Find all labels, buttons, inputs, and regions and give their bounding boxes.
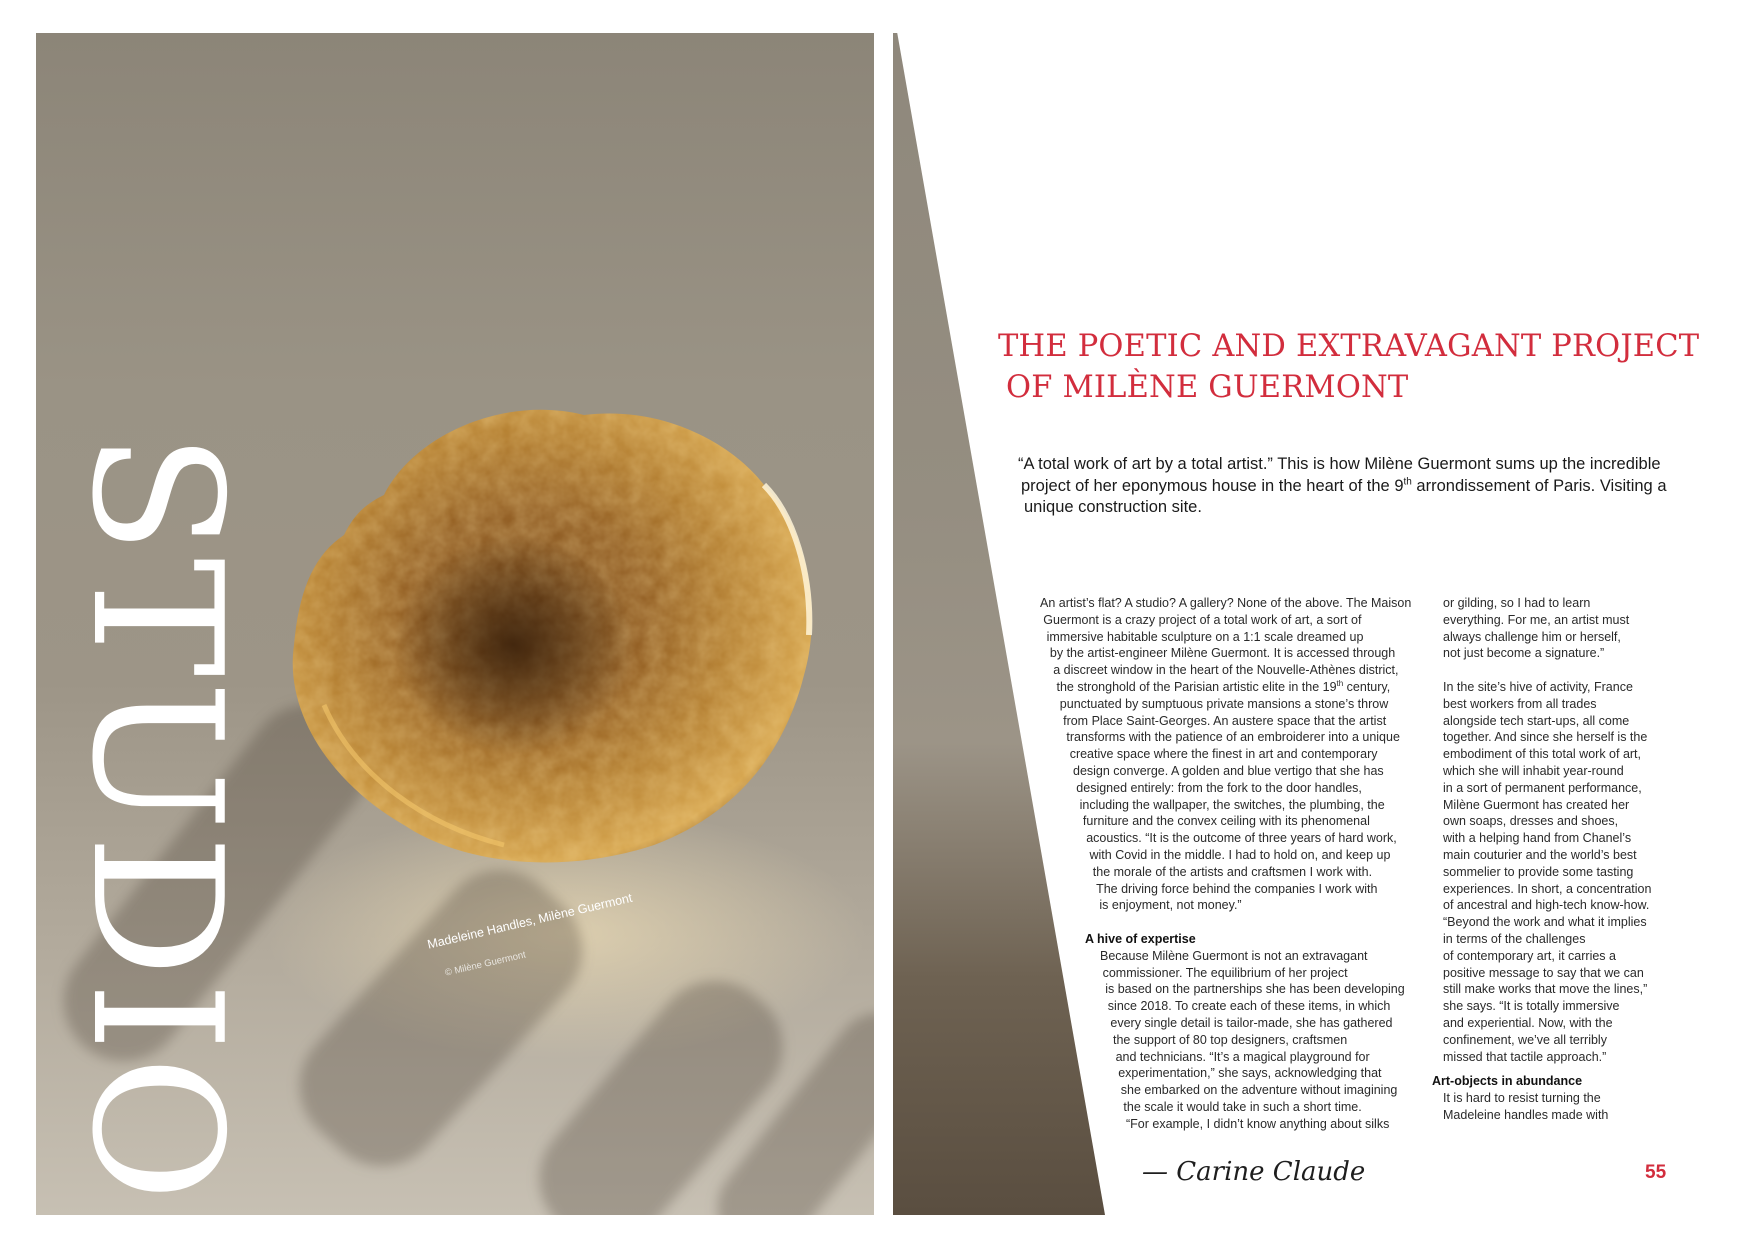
- text-line: of contemporary art, it carries a: [1443, 948, 1616, 963]
- standfirst-line: project of her eponymous house in the heart of the 9th arrondissement of Paris. Visiting a: [1021, 476, 1667, 495]
- text-line: creative space where the finest in art and contemporary: [1069, 747, 1378, 762]
- text-line: alongside tech start-ups, all come: [1443, 713, 1630, 728]
- text-line: best workers from all trades: [1443, 696, 1597, 711]
- text-line: “For example, I didn’t know anything about silks: [1126, 1116, 1390, 1131]
- text-line: punctuated by sumptuous private mansions a stone’s throw: [1059, 696, 1389, 711]
- text-line: with Covid in the middle. I had to hold on, and keep up: [1089, 847, 1391, 862]
- text-line: It is hard to resist turning the: [1443, 1091, 1601, 1106]
- text-line: or gilding, so I had to learn: [1443, 596, 1591, 610]
- text-line: the support of 80 top designers, craftsmen: [1113, 1032, 1348, 1047]
- text-line: in terms of the challenges: [1443, 931, 1586, 946]
- text-line: the morale of the artists and craftsmen I work with.: [1092, 864, 1373, 879]
- text-line: together. And since she herself is the: [1443, 730, 1648, 745]
- headline-line: THE POETIC AND EXTRAVAGANT PROJECT: [998, 329, 1700, 364]
- text-line: confinement, we’ve all terribly: [1443, 1032, 1607, 1047]
- golden-sculpture: [264, 375, 824, 895]
- text-line: and experiential. Now, with the: [1443, 1015, 1613, 1030]
- page-number: 55: [1645, 1162, 1667, 1183]
- photo-credit: © Milène Guermont: [444, 949, 527, 979]
- text-line: of ancestral and high-tech know-how.: [1443, 898, 1650, 913]
- text-line: In the site’s hive of activity, France: [1443, 679, 1633, 694]
- text-line: sommelier to provide some tasting: [1443, 864, 1634, 879]
- side-title: STUDIO: [53, 432, 260, 1206]
- text-line: she embarked on the adventure without imagining: [1120, 1083, 1398, 1098]
- paragraph: [1040, 595, 1420, 914]
- text-line: is based on the partnerships she has been developing: [1105, 982, 1405, 997]
- text-line: from Place Saint-Georges. An austere space that the artist: [1063, 713, 1387, 728]
- text-line: Because Milène Guermont is not an extravagant: [1100, 948, 1368, 963]
- standfirst-line: “A total work of art by a total artist.” This is how Milène Guermont sums up the incredible: [1018, 455, 1661, 473]
- paragraph: [1443, 1090, 1683, 1124]
- text-line: since 2018. To create each of these items, in which: [1107, 999, 1391, 1014]
- text-line: Guermont is a crazy project of a total work of art, a sort of: [1043, 612, 1362, 627]
- subhead: Art-objects in abundance: [1432, 1074, 1583, 1089]
- text-line: a discreet window in the heart of the Nouvelle-Athènes district,: [1053, 663, 1399, 678]
- text-line: every single detail is tailor-made, she has gathered: [1110, 1015, 1393, 1030]
- text-line: immersive habitable sculpture on a 1:1 scale dreamed up: [1046, 629, 1364, 644]
- text-line: experiences. In short, a concentration: [1443, 881, 1652, 896]
- text-line: acoustics. “It is the outcome of three years of hard work,: [1086, 831, 1397, 846]
- text-line: furniture and the convex ceiling with its phenomenal: [1082, 814, 1370, 829]
- body-column-2: [1432, 595, 1683, 1124]
- text-line: with a helping hand from Chanel’s: [1443, 831, 1632, 846]
- text-line: experimentation,” she says, acknowledging that: [1118, 1066, 1382, 1081]
- text-line: everything. For me, an artist must: [1443, 612, 1630, 627]
- text-line: and technicians. “It’s a magical playground for: [1115, 1049, 1370, 1064]
- text-line: in a sort of permanent performance,: [1443, 780, 1642, 795]
- paragraph: [1443, 595, 1683, 662]
- text-line: including the wallpaper, the switches, the plumbing, the: [1079, 797, 1385, 812]
- text-line: Milène Guermont has created her: [1443, 797, 1630, 812]
- text-line: designed entirely: from the fork to the door handles,: [1076, 780, 1362, 795]
- text-line: is enjoyment, not money.”: [1099, 898, 1242, 913]
- text-line: commissioner. The equilibrium of her project: [1102, 965, 1348, 980]
- text-line: The driving force behind the companies I work with: [1096, 881, 1378, 896]
- headline-line: OF MILÈNE GUERMONT: [1006, 370, 1409, 405]
- body-column-1: [1040, 595, 1420, 1133]
- text-line: missed that tactile approach.”: [1443, 1049, 1607, 1064]
- text-line: positive message to say that we can: [1443, 965, 1644, 980]
- text-line: embodiment of this total work of art,: [1443, 747, 1642, 762]
- text-line: not just become a signature.”: [1443, 646, 1605, 661]
- text-line: “Beyond the work and what it implies: [1443, 915, 1647, 930]
- text-line: which she will inhabit year-round: [1443, 763, 1624, 778]
- paragraph: [1040, 948, 1420, 1133]
- text-line: design converge. A golden and blue vertigo that she has: [1073, 763, 1384, 778]
- text-line: she says. “It is totally immersive: [1443, 999, 1620, 1014]
- text-line: always challenge him or herself,: [1443, 629, 1621, 644]
- standfirst: [1018, 454, 1678, 519]
- text-line: transforms with the patience of an embroiderer into a unique: [1066, 730, 1400, 745]
- text-line: main couturier and the world’s best: [1443, 847, 1637, 862]
- text-line: still make works that move the lines,”: [1443, 982, 1648, 997]
- cover-photo: [36, 33, 874, 1215]
- subhead: A hive of expertise: [1085, 931, 1196, 946]
- article-headline: [998, 326, 1718, 408]
- text-line: An artist’s flat? A studio? A gallery? None of the above. The Maison: [1040, 596, 1412, 610]
- byline: — Carine Claude: [1142, 1157, 1366, 1187]
- text-line: own soaps, dresses and shoes,: [1443, 814, 1619, 829]
- paragraph: [1443, 679, 1683, 1065]
- text-line: Madeleine handles made with: [1443, 1107, 1609, 1122]
- text-line: the stronghold of the Parisian artistic elite in the 19th century,: [1056, 678, 1391, 694]
- standfirst-line: unique construction site.: [1024, 498, 1202, 516]
- text-line: the scale it would take in such a short time.: [1123, 1099, 1362, 1114]
- text-line: by the artist-engineer Milène Guermont. It is accessed through: [1049, 646, 1396, 661]
- photo-caption: Madeleine Handles, Milène Guermont: [426, 890, 634, 952]
